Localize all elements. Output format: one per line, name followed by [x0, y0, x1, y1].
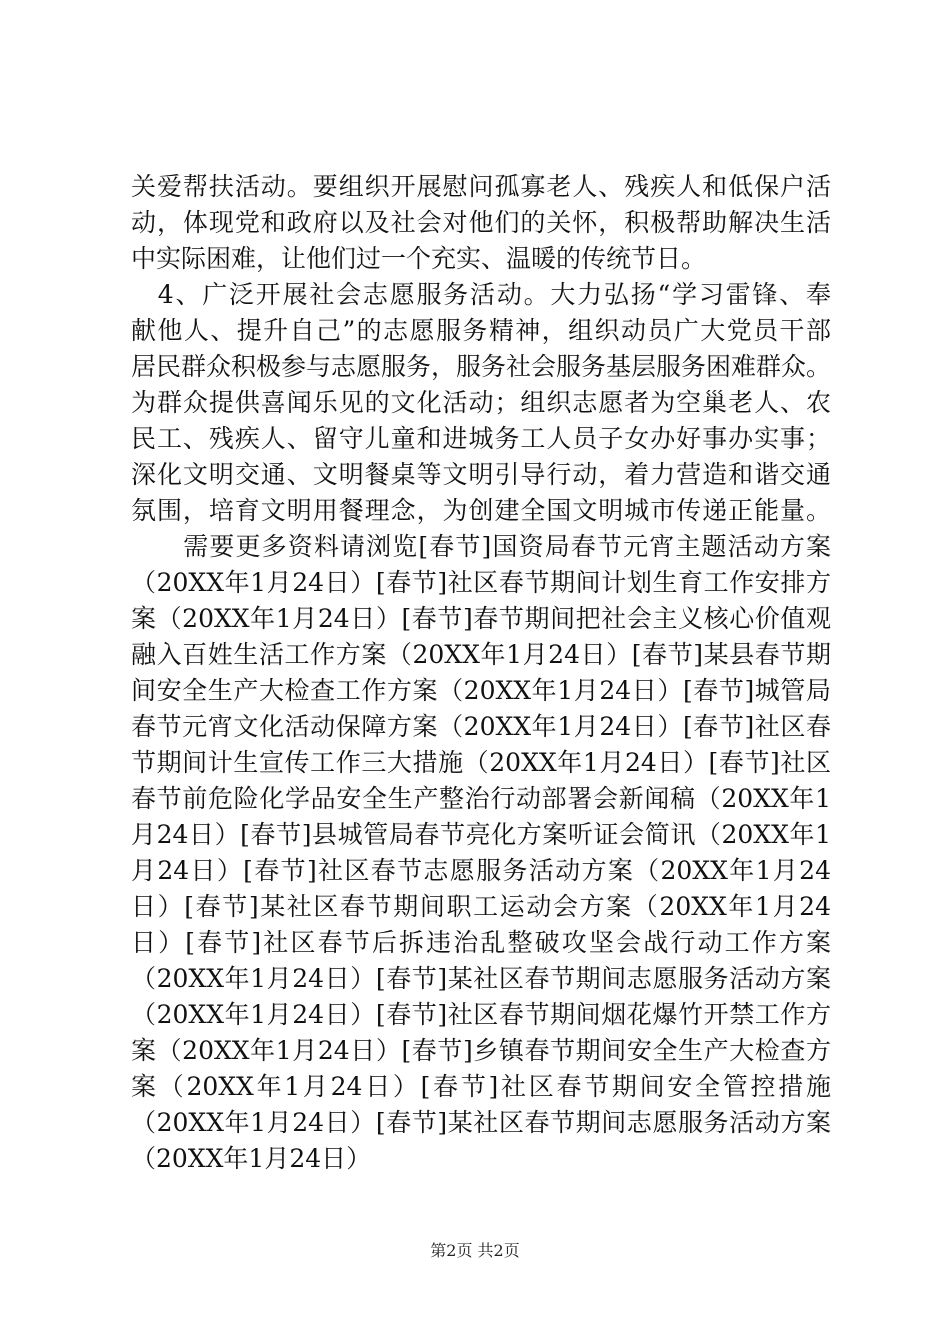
- body-line: 案（20XX年1月24日）[春节]春节期间把社会主义核心价值观: [131, 604, 831, 633]
- body-line: 关爱帮扶活动。要组织开展慰问孤寡老人、残疾人和低保户活: [131, 172, 831, 201]
- body-line: 中实际困难，让他们过一个充实、温暖的传统节日。: [131, 244, 707, 273]
- body-line: 融入百姓生活工作方案（20XX年1月24日）[春节]某县春节期: [131, 640, 831, 669]
- body-line: 氛围，培育文明用餐理念，为创建全国文明城市传递正能量。: [131, 496, 831, 525]
- body-line: （20XX年1月24日）[春节]某社区春节期间志愿服务活动方案: [131, 1108, 831, 1137]
- body-line: （20XX年1月24日）[春节]社区春节期间烟花爆竹开禁工作方: [131, 1000, 831, 1029]
- body-line: 案（20XX年1月24日）[春节]社区春节期间安全管控措施: [131, 1072, 831, 1101]
- body-line: 动，体现党和政府以及社会对他们的关怀，积极帮助解决生活: [131, 208, 831, 237]
- body-line: （20XX年1月24日）: [131, 1144, 372, 1173]
- body-line: 节期间计生宣传工作三大措施（20XX年1月24日）[春节]社区: [131, 748, 831, 777]
- body-line: 居民群众积极参与志愿服务，服务社会服务基层服务困难群众。: [131, 352, 831, 381]
- body-line: 民工、残疾人、留守儿童和进城务工人员子女办好事办实事；: [131, 424, 831, 453]
- body-line: 献他人、提升自己”的志愿服务精神，组织动员广大党员干部: [131, 316, 831, 345]
- body-line: 案（20XX年1月24日）[春节]乡镇春节期间安全生产大检查方: [131, 1036, 831, 1065]
- body-line: 春节前危险化学品安全生产整治行动部署会新闻稿（20XX年1: [131, 784, 831, 813]
- body-line: 日）[春节]社区春节后拆违治乱整破攻坚会战行动工作方案: [131, 928, 831, 957]
- body-line: 深化文明交通、文明餐桌等文明引导行动，着力营造和谐交通: [131, 460, 831, 489]
- body-line: 春节元宵文化活动保障方案（20XX年1月24日）[春节]社区春: [131, 712, 831, 741]
- body-line: 月24日）[春节]县城管局春节亮化方案听证会简讯（20XX年1: [131, 820, 831, 849]
- body-line: 月24日）[春节]社区春节志愿服务活动方案（20XX年1月24: [131, 856, 831, 885]
- page-footer: 第2页 共2页: [430, 1241, 520, 1260]
- body-line: 间安全生产大检查工作方案（20XX年1月24日）[春节]城管局: [131, 676, 831, 705]
- body-line: 日）[春节]某社区春节期间职工运动会方案（20XX年1月24: [131, 892, 831, 921]
- body-line: （20XX年1月24日）[春节]某社区春节期间志愿服务活动方案: [131, 964, 831, 993]
- body-line: 需要更多资料请浏览[春节]国资局春节元宵主题活动方案: [131, 532, 831, 561]
- body-line: （20XX年1月24日）[春节]社区春节期间计划生育工作安排方: [131, 568, 831, 597]
- body-line: 为群众提供喜闻乐见的文化活动；组织志愿者为空巢老人、农: [131, 388, 831, 417]
- body-line: 4、广泛开展社会志愿服务活动。大力弘扬“学习雷锋、奉: [131, 280, 831, 309]
